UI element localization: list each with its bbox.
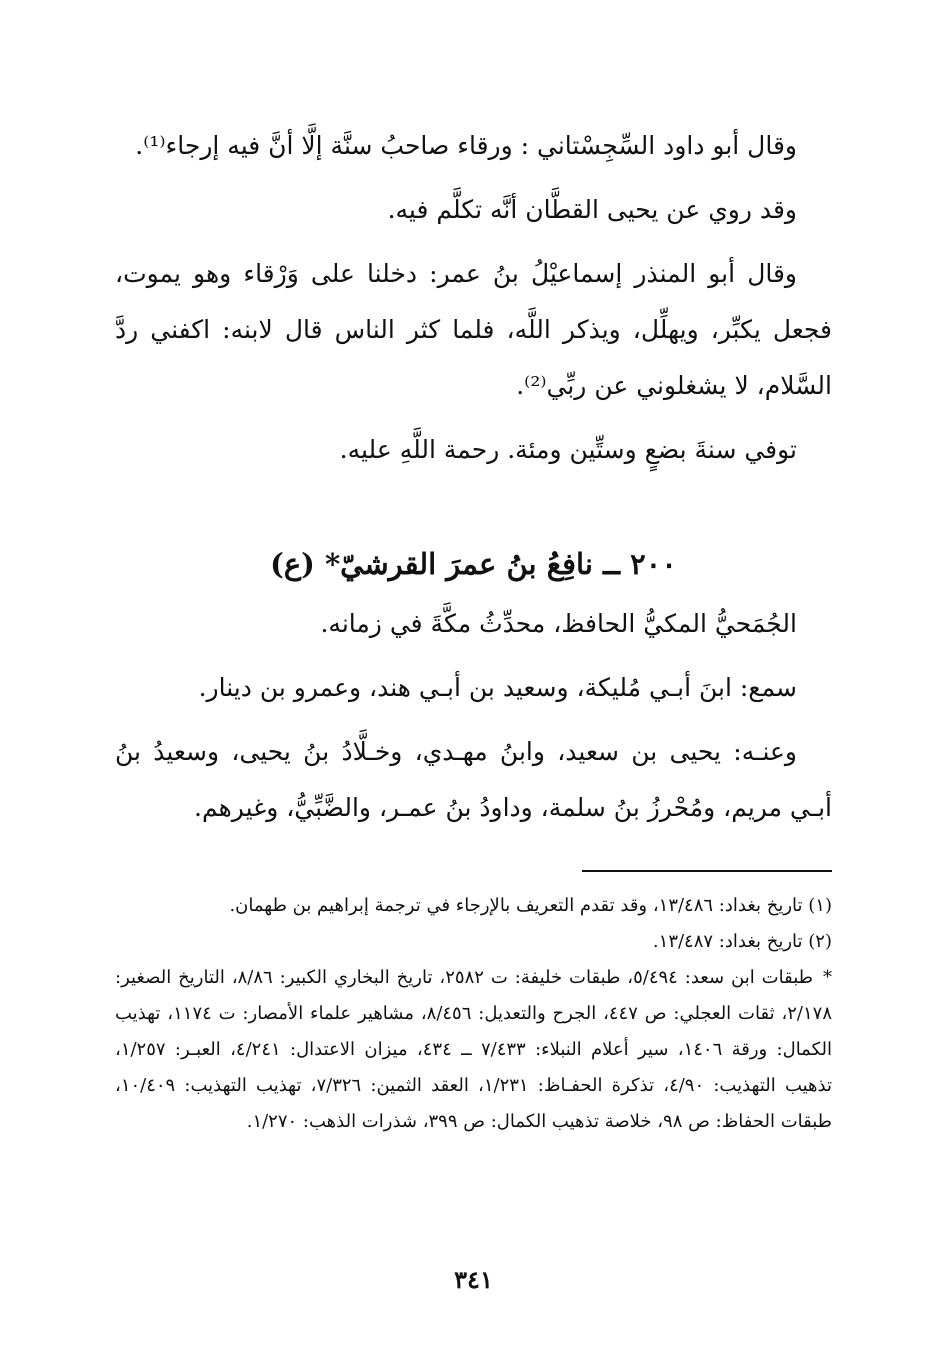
paragraph-abu-al-mundhir: وقال أبو المنذر إسماعيْلُ بنُ عمر: دخلنا على وَرْقاء وهو يموت، فجعل يكبِّر، ويهلِّل، ويذكر اللَّه، فلما كثر الناس قال لابنه: اكفني ردَّ السَّلام، لا يشغلوني عن ربِّي⁽²⁾.: [115, 259, 832, 400]
footnote-2: (٢) تاريخ بغداد: ١٣/٤٨٧.: [652, 931, 832, 952]
asterisk-marker: *: [822, 967, 832, 988]
source-note: [115, 960, 832, 1140]
paragraph-students: وعنـه: يحيى بن سعيد، وابنُ مهـدي، وخـلَّادُ بنُ يحيى، وسعيدُ بنُ أبـي مريم، ومُحْرزُ بنُ سلمة، وداودُ بنُ عمـر، والضَّبِّيُّ، وغيرهم.: [115, 737, 832, 822]
paragraph-abu-dawud: وقال أبو داود السِّجِسْتاني : ورقاء صاحبُ سنَّة إلَّا أنَّ فيه إرجاء⁽¹⁾.: [135, 131, 797, 160]
paragraph-qattan: وقد روي عن يحيى القطَّان أنَّه تكلَّم فيه.: [387, 195, 797, 224]
entry-heading: ٢٠٠ ــ نافِعُ بنُ عمرَ القرشيّ* (ع): [270, 547, 677, 581]
paragraph-teachers: سمع: ابنَ أبـي مُليكة، وسعيد بن أبـي هند، وعمرو بن دينار.: [198, 673, 797, 702]
footnotes: [115, 888, 832, 1140]
footnote-1: (١) تاريخ بغداد: ١٣/٤٨٦، وقد تقدم التعريف بالإرجاء في ترجمة إبراهيم بن طهمان.: [229, 895, 832, 916]
page-number: ٣٤١: [454, 1265, 493, 1294]
footnote-separator: [582, 870, 832, 872]
paragraph-nisba: الجُمَحيُّ المكيُّ الحافظ، محدِّثُ مكَّةَ في زمانه.: [320, 609, 797, 638]
paragraph-death-date: توفي سنةَ بضعٍ وستِّين ومئة. رحمة اللَّهِ عليه.: [339, 435, 797, 464]
main-text: [115, 118, 832, 844]
source-note-text: طبقات ابن سعد: ٥/٤٩٤، طبقات خليفة: ت ٢٥٨٢، تاريخ البخاري الكبير: ٨/٨٦، التاريخ الصغير: ٢/١٧٨، ثقات العجلي: ص ٤٤٧، الجرح والتعديل: ٨/٤٥٦، مشاهير علماء الأمصار: ت ١١٧٤، تهذيب الكمال: ورقة ١٤٠٦، سير أعلام النبلاء: ٧/٤٣٣ ــ ٤٣٤، ميزان الاعتدال: ٤/٢٤١، العبـر: ١/٢٥٧، تذهيب التهذيب: ٤/٩٠، تذكرة الحفـاظ: ١/٢٣١، العقد الثمين: ٧/٣٢٦، تهذيب التهذيب: ١٠/٤٠٩، طبقات الحفاظ: ص ٩٨، خلاصة تذهيب الكمال: ص ٣٩٩، شذرات الذهب: ١/٢٧٠.: [115, 967, 833, 1132]
